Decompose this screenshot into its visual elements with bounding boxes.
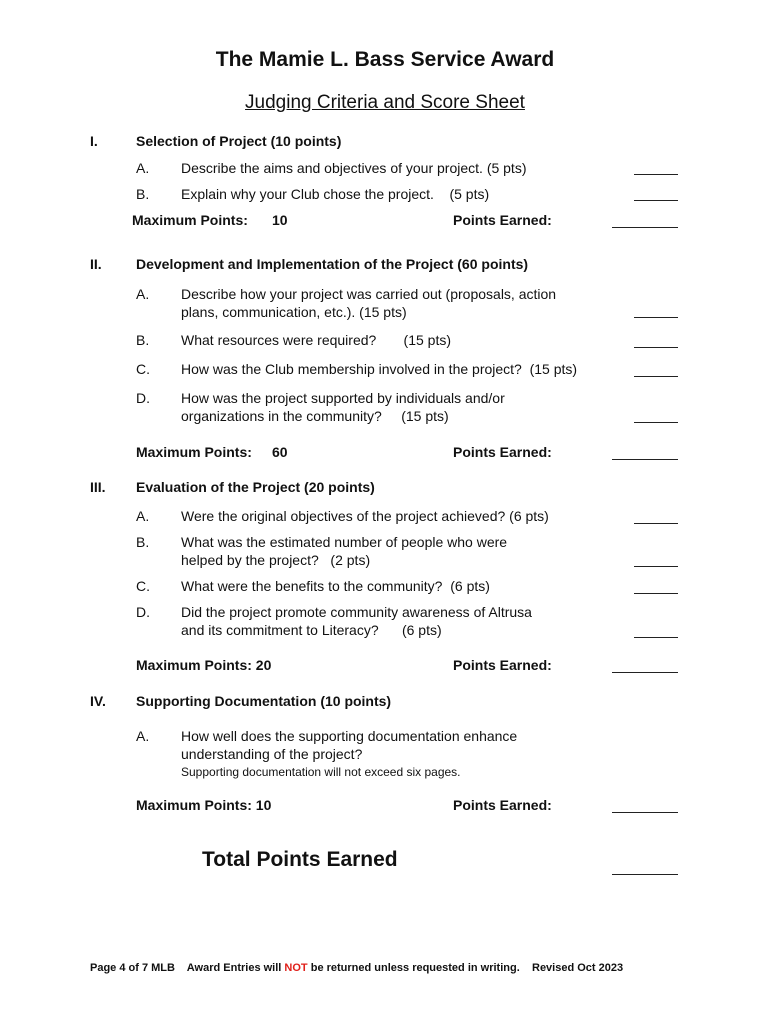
criteria-item: Explain why your Club chose the project. (5 pts) bbox=[181, 186, 490, 202]
score-blank[interactable] bbox=[634, 346, 678, 348]
section-numeral: II. bbox=[90, 256, 102, 272]
maximum-points-label: Maximum Points: 10 bbox=[136, 797, 272, 813]
criteria-item: How was the Club membership involved in the project? (15 pts) bbox=[181, 361, 578, 377]
maximum-points-value: 60 bbox=[272, 444, 288, 460]
maximum-points-label: Maximum Points: 20 bbox=[136, 657, 272, 673]
item-letter: B. bbox=[136, 332, 150, 348]
points-earned-label: Points Earned: bbox=[453, 212, 552, 228]
section-title: Evaluation of the Project (20 points) bbox=[136, 479, 375, 495]
item-letter: C. bbox=[136, 361, 150, 377]
criteria-item: What resources were required? (15 pts) bbox=[181, 332, 451, 348]
section-numeral: III. bbox=[90, 479, 106, 495]
item-letter: D. bbox=[136, 390, 150, 406]
points-earned-blank[interactable] bbox=[612, 226, 678, 228]
points-earned-label: Points Earned: bbox=[453, 657, 552, 673]
total-points-blank[interactable] bbox=[612, 873, 678, 875]
item-letter: B. bbox=[136, 186, 150, 202]
criteria-item: Did the project promote community awareness of Altrusa and its commitment to Literacy? (6 pts) bbox=[181, 604, 532, 638]
document-title: The Mamie L. Bass Service Award bbox=[215, 48, 555, 71]
item-letter: A. bbox=[136, 728, 150, 744]
item-letter: D. bbox=[136, 604, 150, 620]
section-title: Selection of Project (10 points) bbox=[136, 133, 342, 149]
item-letter: B. bbox=[136, 534, 150, 550]
section-numeral: I. bbox=[90, 133, 98, 149]
total-points-label: Total Points Earned bbox=[202, 848, 398, 871]
criteria-note: Supporting documentation will not exceed six pages. bbox=[181, 765, 461, 779]
item-letter: A. bbox=[136, 286, 150, 302]
section-title: Development and Implementation of the Project (60 points) bbox=[136, 256, 529, 272]
criteria-item: How well does the supporting documentation enhance understanding of the project? Supporting documentation will not exceed six pages. bbox=[181, 728, 518, 779]
page-footer bbox=[90, 962, 623, 974]
score-blank[interactable] bbox=[634, 592, 678, 594]
score-blank[interactable] bbox=[634, 173, 678, 175]
criteria-item: Describe how your project was carried out (proposals, action plans, communication, etc.). (15 pts) bbox=[181, 286, 557, 320]
score-blank[interactable] bbox=[634, 421, 678, 423]
points-earned-label: Points Earned: bbox=[453, 444, 552, 460]
footer-notice-start: Award Entries will bbox=[186, 962, 282, 974]
footer-page: Page 4 of 7 MLB bbox=[90, 962, 175, 974]
footer-revised: Revised Oct 2023 bbox=[532, 962, 624, 974]
criteria-item: What was the estimated number of people who were helped by the project? (2 pts) bbox=[181, 534, 508, 568]
score-blank[interactable] bbox=[634, 199, 678, 201]
item-letter: A. bbox=[136, 160, 150, 176]
section-title: Supporting Documentation (10 points) bbox=[136, 693, 392, 709]
footer-notice-end: be returned unless requested in writing. bbox=[310, 962, 520, 974]
score-blank[interactable] bbox=[634, 565, 678, 567]
score-blank[interactable] bbox=[634, 375, 678, 377]
criteria-item: Describe the aims and objectives of your project. (5 pts) bbox=[181, 160, 527, 176]
maximum-points-label: Maximum Points: bbox=[136, 444, 252, 460]
score-blank[interactable] bbox=[634, 636, 678, 638]
section-numeral: IV. bbox=[90, 693, 106, 709]
points-earned-label: Points Earned: bbox=[453, 797, 552, 813]
criteria-item: Were the original objectives of the project achieved? (6 pts) bbox=[181, 508, 549, 524]
points-earned-blank[interactable] bbox=[612, 811, 678, 813]
criteria-item: How was the project supported by individuals and/or organizations in the community? (15 pts) bbox=[181, 390, 505, 424]
item-letter: A. bbox=[136, 508, 150, 524]
maximum-points-label: Maximum Points: bbox=[132, 212, 248, 228]
item-letter: C. bbox=[136, 578, 150, 594]
criteria-item: What were the benefits to the community? (6 pts) bbox=[181, 578, 490, 594]
footer-not-word: NOT bbox=[284, 962, 308, 974]
points-earned-blank[interactable] bbox=[612, 671, 678, 673]
document-subtitle: Judging Criteria and Score Sheet bbox=[245, 92, 525, 113]
points-earned-blank[interactable] bbox=[612, 458, 678, 460]
maximum-points-value: 10 bbox=[272, 212, 288, 228]
score-blank[interactable] bbox=[634, 316, 678, 318]
score-blank[interactable] bbox=[634, 522, 678, 524]
